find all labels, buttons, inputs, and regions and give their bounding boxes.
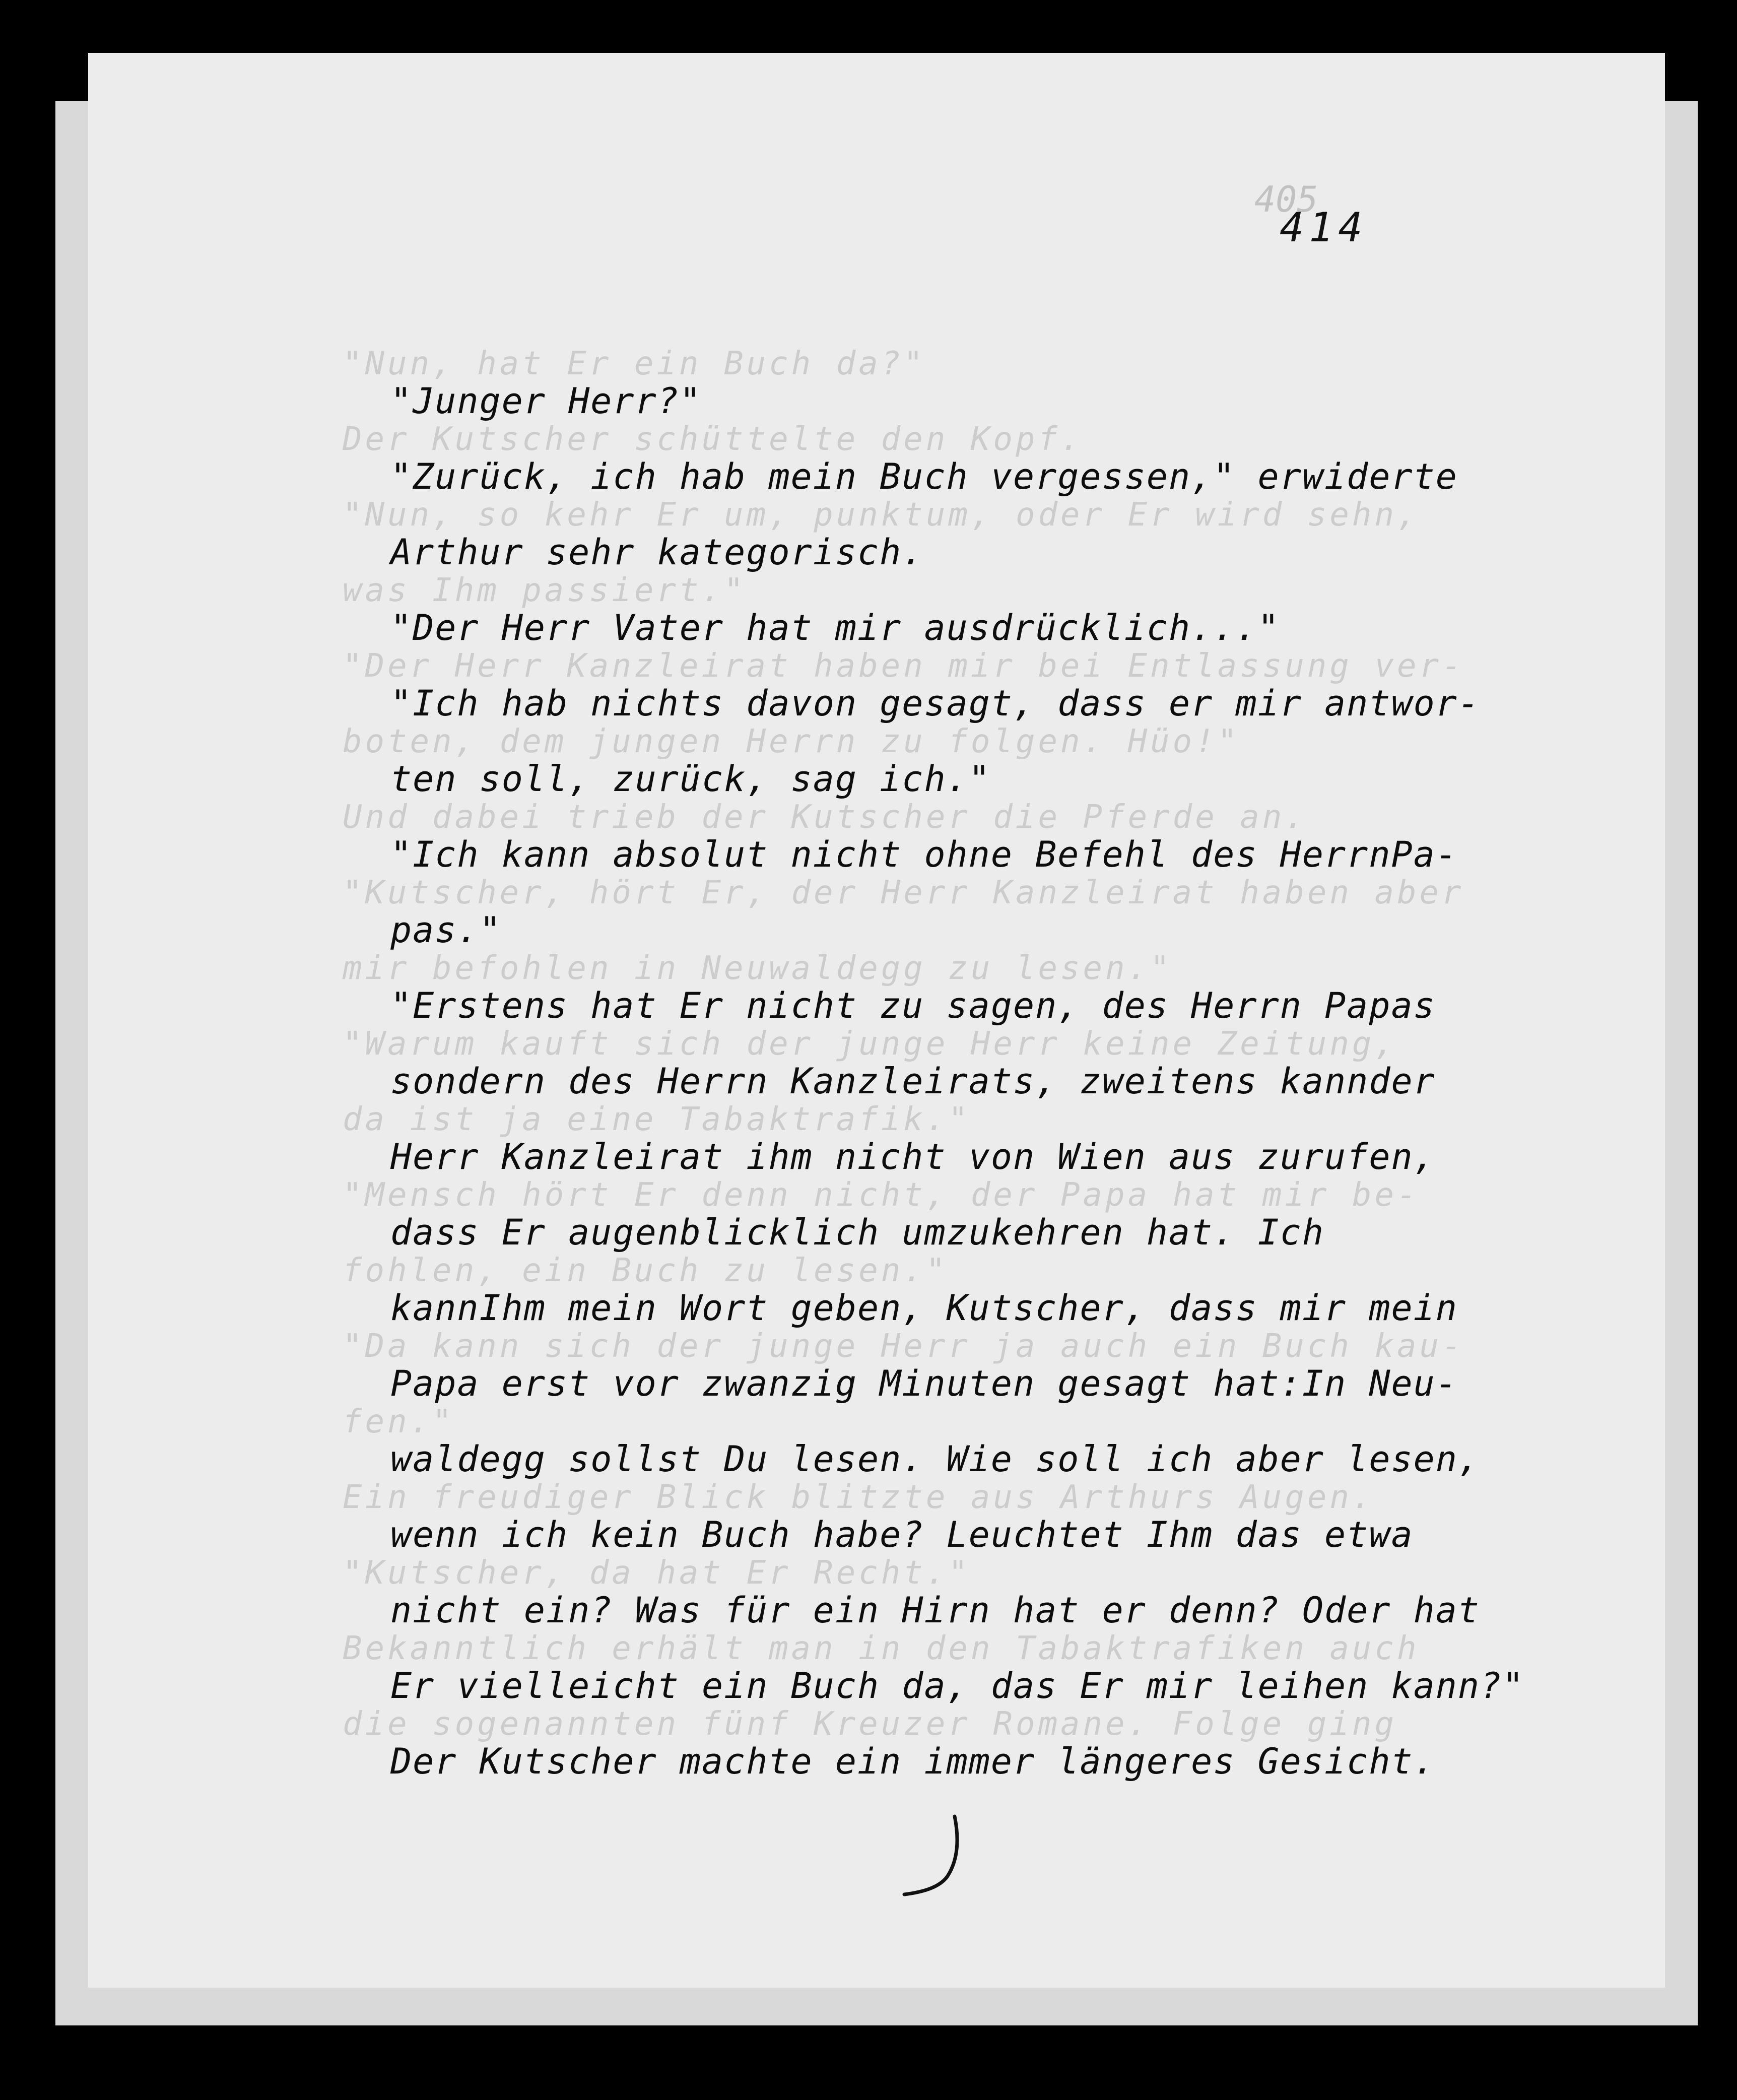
text-line: Papa erst vor zwanzig Minuten gesagt hat:In Neu- — [390, 1363, 1458, 1404]
text-line: "Zurück, ich hab mein Buch vergessen," erwiderte — [390, 456, 1458, 497]
text-line: sondern des Herrn Kanzleirats, zweitens kannder — [390, 1061, 1436, 1102]
bleed-through-line: "Nun, hat Er ein Buch da?" — [343, 345, 926, 382]
text-line: pas." — [390, 909, 502, 951]
text-line: nicht ein? Was für ein Hirn hat er denn? Oder hat — [390, 1590, 1481, 1631]
bleed-through-line: Der Kutscher schüttelte den Kopf. — [343, 421, 1083, 458]
bleed-through-line: mir befohlen in Neuwaldegg zu lesen." — [343, 950, 1173, 987]
document-page — [88, 53, 1665, 1988]
bleed-through-line: Und dabei trieb der Kutscher die Pferde an. — [343, 799, 1307, 836]
page-number: 414 — [1280, 204, 1368, 251]
text-line: "Der Herr Vater hat mir ausdrücklich..." — [390, 607, 1280, 648]
text-line: "Ich kann absolut nicht ohne Befehl des HerrnPa- — [390, 834, 1458, 875]
text-line: "Erstens hat Er nicht zu sagen, des Herrn Papas — [390, 985, 1436, 1026]
text-line: "Ich hab nichts davon gesagt, dass er mir antwor- — [390, 683, 1481, 724]
bleed-through-line: da ist ja eine Tabaktrafik." — [343, 1101, 971, 1138]
bleed-through-line: "Mensch hört Er denn nicht, der Papa hat mir be- — [343, 1176, 1420, 1214]
text-line: ten soll, zurück, sag ich." — [390, 758, 991, 800]
text-line: dass Er augenblicklich umzukehren hat. Ich — [390, 1212, 1325, 1253]
page-number-faint: 405 — [1254, 179, 1318, 220]
bleed-through-line: die sogenannten fünf Kreuzer Romane. Folge ging — [343, 1705, 1397, 1743]
text-line: kannIhm mein Wort geben, Kutscher, dass mir mein — [390, 1287, 1458, 1329]
text-line: waldegg sollst Du lesen. Wie soll ich aber lesen, — [390, 1438, 1481, 1480]
text-line: wenn ich kein Buch habe? Leuchtet Ihm das etwa — [390, 1514, 1414, 1555]
bleed-through-line: "Kutscher, da hat Er Recht." — [343, 1554, 971, 1592]
text-line: Arthur sehr kategorisch. — [390, 532, 924, 573]
bleed-through-line: boten, dem jungen Herrn zu folgen. Hüo!" — [343, 723, 1240, 760]
bleed-through-line: "Nun, so kehr Er um, punktum, oder Er wird sehn, — [343, 496, 1420, 534]
ink-scribble — [899, 1811, 1000, 1902]
bleed-through-line: "Kutscher, hört Er, der Herr Kanzleirat haben aber — [343, 874, 1464, 911]
bleed-through-line: fohlen, ein Buch zu lesen." — [343, 1252, 949, 1289]
bleed-through-line: was Ihm passiert." — [343, 572, 747, 609]
bleed-through-line: "Der Herr Kanzleirat haben mir bei Entlassung ver- — [343, 647, 1464, 685]
bleed-through-line: Ein freudiger Blick blitzte aus Arthurs Augen. — [343, 1479, 1375, 1516]
bleed-through-line: fen." — [343, 1403, 455, 1440]
text-line: Er vielleicht ein Buch da, das Er mir leihen kann?" — [390, 1665, 1525, 1707]
text-line: Der Kutscher machte ein immer längeres Gesicht. — [390, 1741, 1436, 1782]
bleed-through-line: "Warum kauft sich der junge Herr keine Zeitung, — [343, 1025, 1397, 1063]
bleed-through-line: "Da kann sich der junge Herr ja auch ein Buch kau- — [343, 1328, 1464, 1365]
text-line: Herr Kanzleirat ihm nicht von Wien aus zurufen, — [390, 1136, 1436, 1177]
text-line: "Junger Herr?" — [390, 380, 702, 422]
bleed-through-line: Bekanntlich erhält man in den Tabaktrafiken auch — [343, 1630, 1420, 1667]
